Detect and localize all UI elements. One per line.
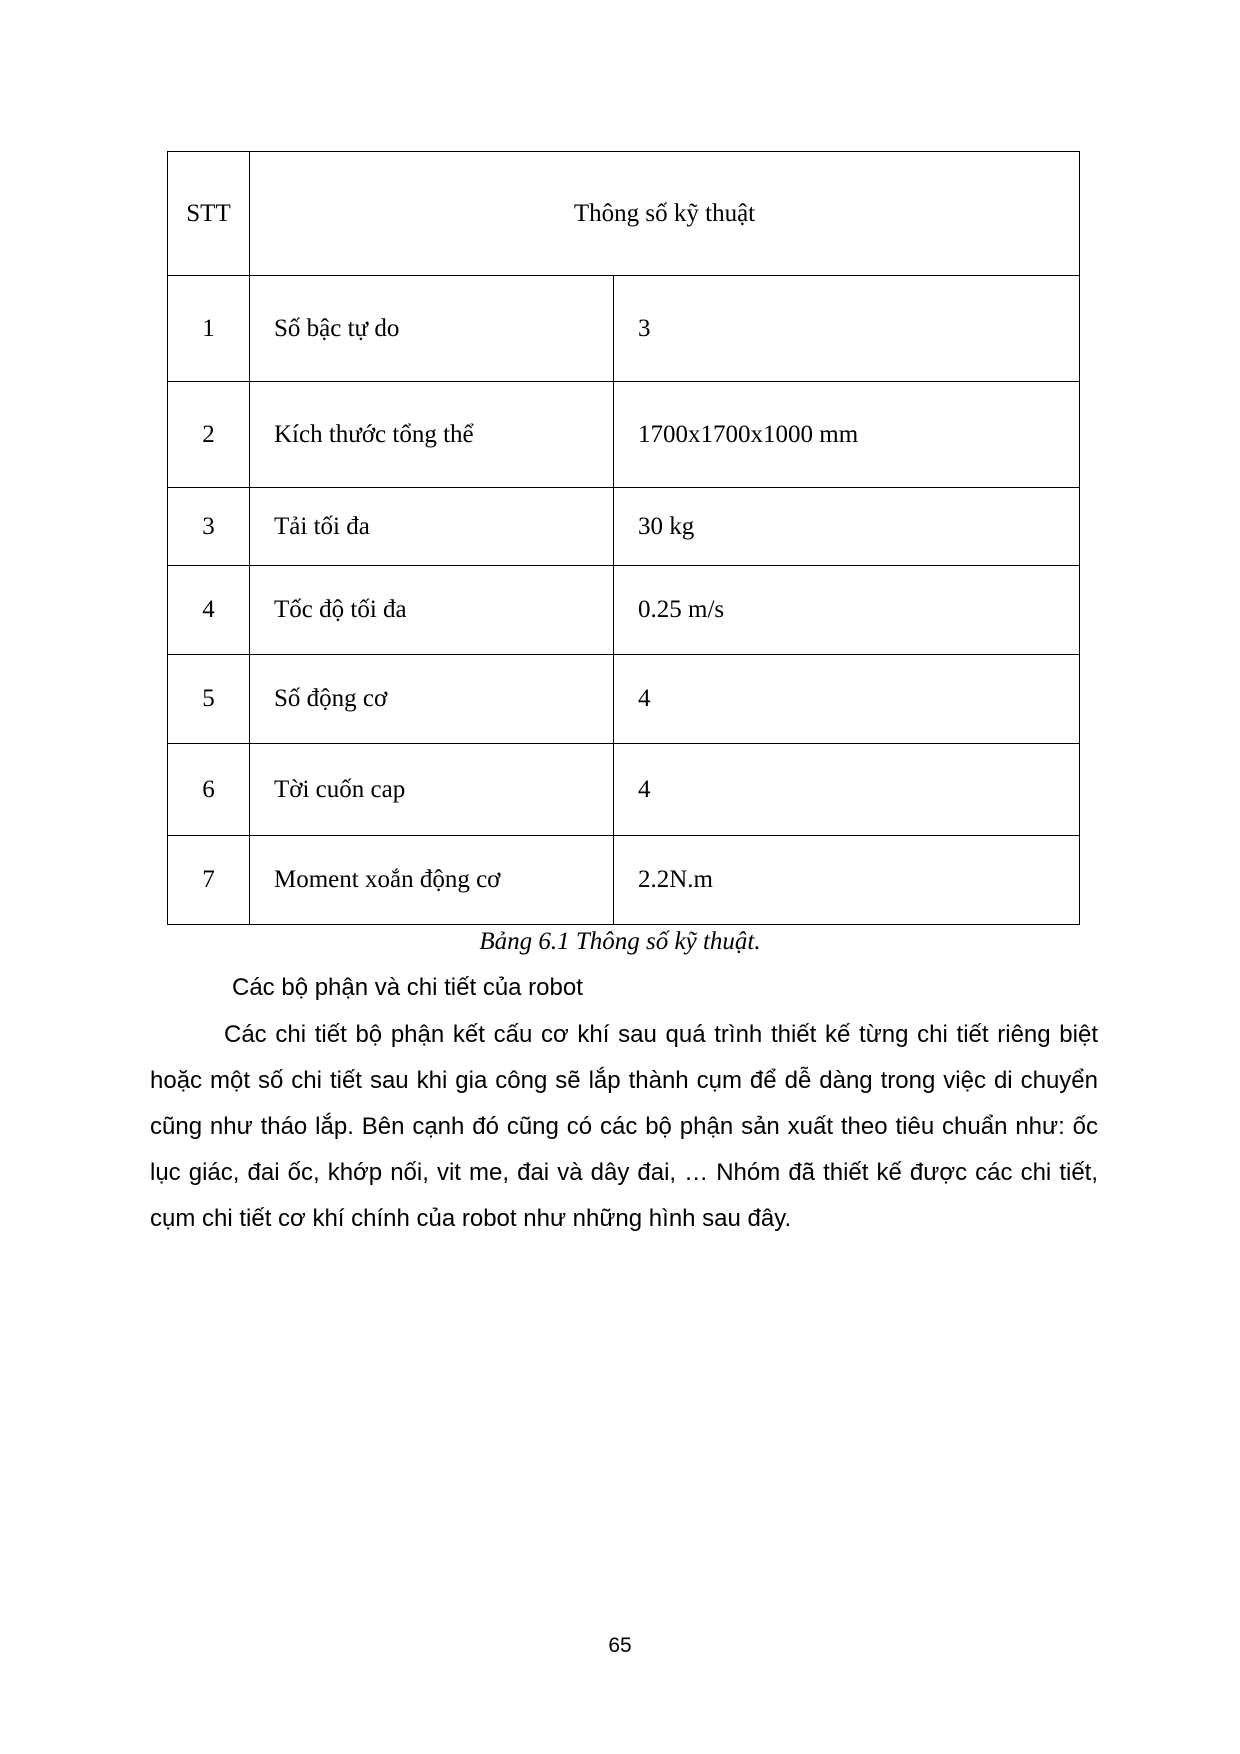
table-row: [168, 655, 1080, 744]
row-stt: 4: [168, 566, 250, 655]
paragraph-line: cụm chi tiết cơ khí chính của robot như những hình sau đây.: [150, 1205, 792, 1232]
table-row: [168, 836, 1080, 925]
table-row: [168, 382, 1080, 488]
table-row: [168, 744, 1080, 836]
table-row: [168, 488, 1080, 566]
table-row: [168, 566, 1080, 655]
row-value: 2.2N.m: [614, 836, 1080, 925]
row-name: Tải tối đa: [250, 488, 614, 566]
body-paragraph: [150, 1012, 1098, 1242]
row-stt: 5: [168, 655, 250, 744]
row-stt: 3: [168, 488, 250, 566]
table-header-row: [168, 152, 1080, 276]
row-value: 3: [614, 276, 1080, 382]
row-name: Tốc độ tối đa: [250, 566, 614, 655]
table-row: [168, 276, 1080, 382]
paragraph-line: cũng như tháo lắp. Bên cạnh đó cũng có các bộ phận sản xuất theo tiêu chuẩn như: ốc: [150, 1113, 1098, 1140]
row-stt: 2: [168, 382, 250, 488]
row-name: Kích thước tổng thể: [250, 382, 614, 488]
table-caption: Bảng 6.1 Thông số kỹ thuật.: [479, 928, 761, 955]
spec-table: [167, 151, 1080, 925]
row-name: Moment xoắn động cơ: [250, 836, 614, 925]
row-stt: 7: [168, 836, 250, 925]
paragraph-line: lục giác, đai ốc, khớp nối, vit me, đai và dây đai, … Nhóm đã thiết kế được các chi tiết,: [150, 1159, 1098, 1186]
paragraph-line: Các chi tiết bộ phận kết cấu cơ khí sau quá trình thiết kế từng chi tiết riêng biệt: [224, 1021, 1098, 1048]
row-value: 0.25 m/s: [614, 566, 1080, 655]
row-value: 1700x1700x1000 mm: [614, 382, 1080, 488]
row-stt: 1: [168, 276, 250, 382]
section-heading: Các bộ phận và chi tiết của robot: [232, 974, 583, 1001]
row-name: Số bậc tự do: [250, 276, 614, 382]
row-value: 30 kg: [614, 488, 1080, 566]
page-number: 65: [608, 1634, 632, 1657]
header-stt: STT: [168, 152, 250, 276]
paragraph-line: hoặc một số chi tiết sau khi gia công sẽ lắp thành cụm để dễ dàng trong việc di chuyển: [150, 1067, 1098, 1094]
row-value: 4: [614, 655, 1080, 744]
row-name: Số động cơ: [250, 655, 614, 744]
header-spec: Thông số kỹ thuật: [250, 152, 1080, 276]
row-stt: 6: [168, 744, 250, 836]
row-name: Tời cuốn cap: [250, 744, 614, 836]
row-value: 4: [614, 744, 1080, 836]
